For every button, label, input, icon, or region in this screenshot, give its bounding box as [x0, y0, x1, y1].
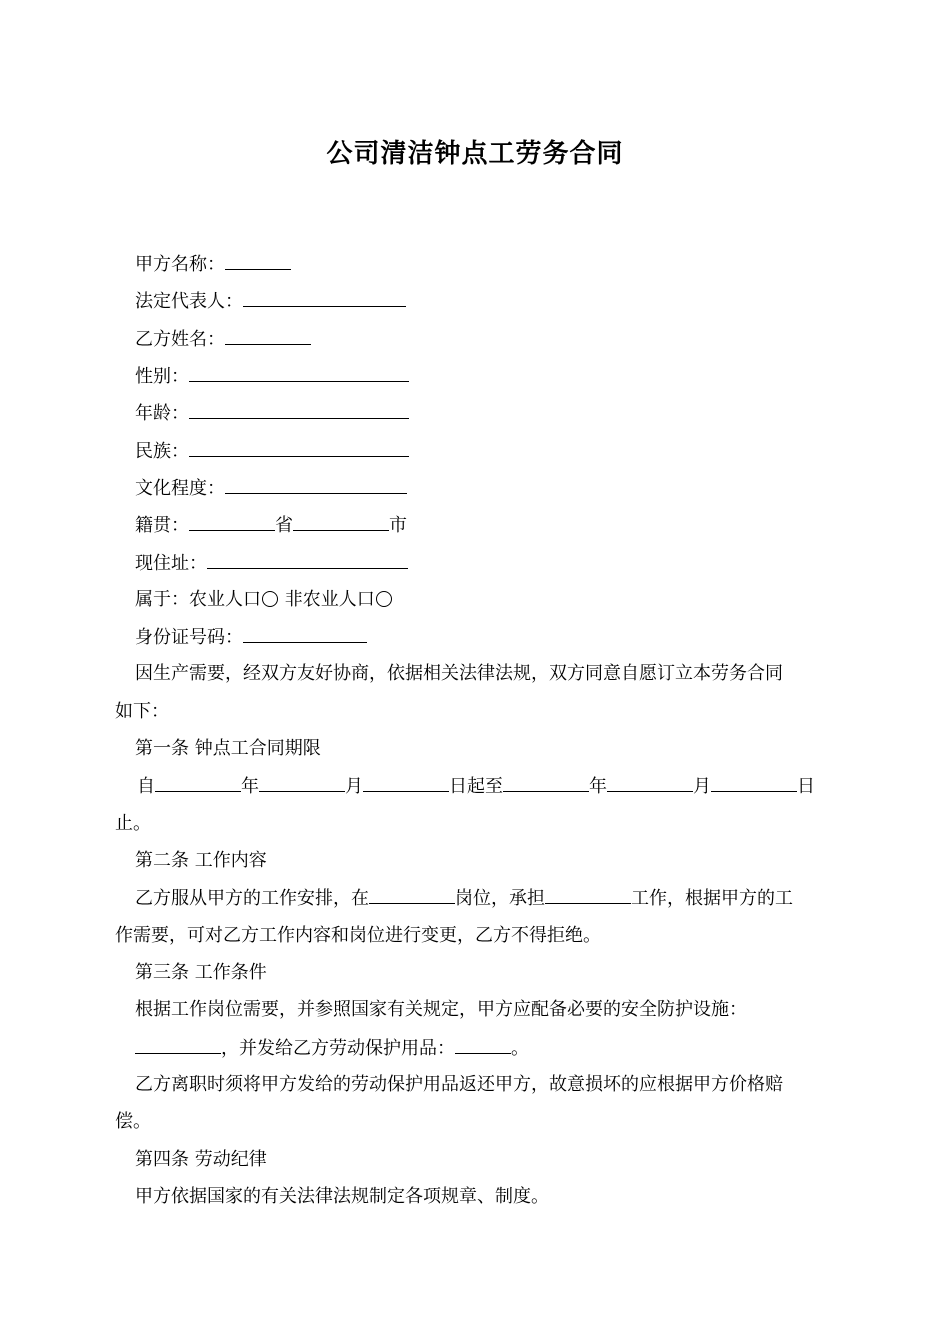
- from-label: 自: [137, 776, 155, 797]
- article3-line-2: [135, 1036, 529, 1061]
- start-year-blank[interactable]: [155, 774, 241, 792]
- article4-heading: 第四条 劳动纪律: [135, 1149, 267, 1170]
- gender-blank[interactable]: [189, 364, 409, 382]
- legal-rep-blank[interactable]: [243, 289, 406, 307]
- year-label: 年: [241, 776, 259, 797]
- article3-line-4: 偿。: [115, 1111, 151, 1132]
- article2-text-a: 乙方服从甲方的工作安排，在: [135, 888, 369, 909]
- end-year-blank[interactable]: [503, 774, 589, 792]
- ethnicity-blank[interactable]: [189, 439, 409, 457]
- province-blank[interactable]: [189, 513, 275, 531]
- safety-facilities-blank[interactable]: [135, 1036, 221, 1054]
- agri-radio[interactable]: [262, 591, 278, 607]
- work-blank[interactable]: [545, 886, 631, 904]
- year2-label: 年: [589, 776, 607, 797]
- id-number-blank[interactable]: [243, 625, 367, 643]
- article2-line-1: [135, 886, 793, 911]
- party-a-name-line: [135, 252, 291, 277]
- non-agri-radio[interactable]: [376, 591, 392, 607]
- article3-text-b: 。: [511, 1038, 529, 1059]
- article3-line-1: 根据工作岗位需要，并参照国家有关规定，甲方应配备必要的安全防护设施：: [135, 999, 747, 1020]
- day-to-label: 日起至: [449, 776, 503, 797]
- province-label: 省: [275, 515, 293, 536]
- address-label: 现住址：: [135, 553, 207, 574]
- belongs-line: [135, 588, 393, 612]
- age-label: 年龄：: [135, 403, 189, 424]
- position-blank[interactable]: [369, 886, 455, 904]
- article2-text-c: 工作，根据甲方的工: [631, 888, 793, 909]
- ethnicity-label: 民族：: [135, 441, 189, 462]
- education-label: 文化程度：: [135, 478, 225, 499]
- education-line: [135, 476, 407, 501]
- age-blank[interactable]: [189, 401, 409, 419]
- city-label: 市: [389, 515, 407, 536]
- age-line: [135, 401, 409, 426]
- city-blank[interactable]: [293, 513, 389, 531]
- party-b-name-label: 乙方姓名：: [135, 329, 225, 350]
- article3-line-3: 乙方离职时须将甲方发给的劳动保护用品返还甲方，故意损坏的应根据甲方价格赔: [135, 1074, 783, 1095]
- document-title: 公司清洁钟点工劳务合同: [326, 139, 624, 169]
- article2-line-2: 作需要，可对乙方工作内容和岗位进行变更，乙方不得拒绝。: [115, 925, 601, 946]
- belongs-label: 属于：农业人口: [135, 589, 261, 610]
- gender-label: 性别：: [135, 366, 189, 387]
- month-label: 月: [345, 776, 363, 797]
- ethnicity-line: [135, 439, 409, 464]
- end-month-blank[interactable]: [607, 774, 693, 792]
- day-end-label: 日: [797, 776, 815, 797]
- protective-items-blank[interactable]: [455, 1036, 511, 1054]
- month2-label: 月: [693, 776, 711, 797]
- article1-heading: 第一条 钟点工合同期限: [135, 738, 321, 759]
- gender-line: [135, 364, 409, 389]
- address-line: [135, 551, 408, 576]
- article2-text-b: 岗位，承担: [455, 888, 545, 909]
- non-agri-label: 非农业人口: [284, 589, 375, 610]
- native-place-line: [135, 513, 407, 538]
- article2-heading: 第二条 工作内容: [135, 850, 267, 871]
- article4-line-1: 甲方依据国家的有关法律法规制定各项规章、制度。: [135, 1186, 549, 1207]
- legal-rep-label: 法定代表人：: [135, 291, 243, 312]
- legal-rep-line: [135, 289, 406, 314]
- id-number-line: [135, 625, 367, 650]
- intro-line-1: 因生产需要，经双方友好协商，依据相关法律法规，双方同意自愿订立本劳务合同: [135, 663, 783, 684]
- start-day-blank[interactable]: [363, 774, 449, 792]
- address-blank[interactable]: [207, 551, 408, 569]
- article3-text-a: ，并发给乙方劳动保护用品：: [221, 1038, 455, 1059]
- id-number-label: 身份证号码：: [135, 627, 243, 648]
- party-b-name-line: [135, 327, 311, 352]
- party-a-name-label: 甲方名称：: [135, 254, 225, 275]
- end-day-blank[interactable]: [711, 774, 797, 792]
- native-place-label: 籍贯：: [135, 515, 189, 536]
- intro-line-2: 如下：: [115, 701, 169, 722]
- article3-heading: 第三条 工作条件: [135, 962, 267, 983]
- party-b-name-blank[interactable]: [225, 327, 311, 345]
- article1-line-2: 止。: [115, 813, 151, 834]
- start-month-blank[interactable]: [259, 774, 345, 792]
- article1-period-line: [137, 774, 815, 799]
- party-a-name-blank[interactable]: [225, 252, 291, 270]
- education-blank[interactable]: [225, 476, 407, 494]
